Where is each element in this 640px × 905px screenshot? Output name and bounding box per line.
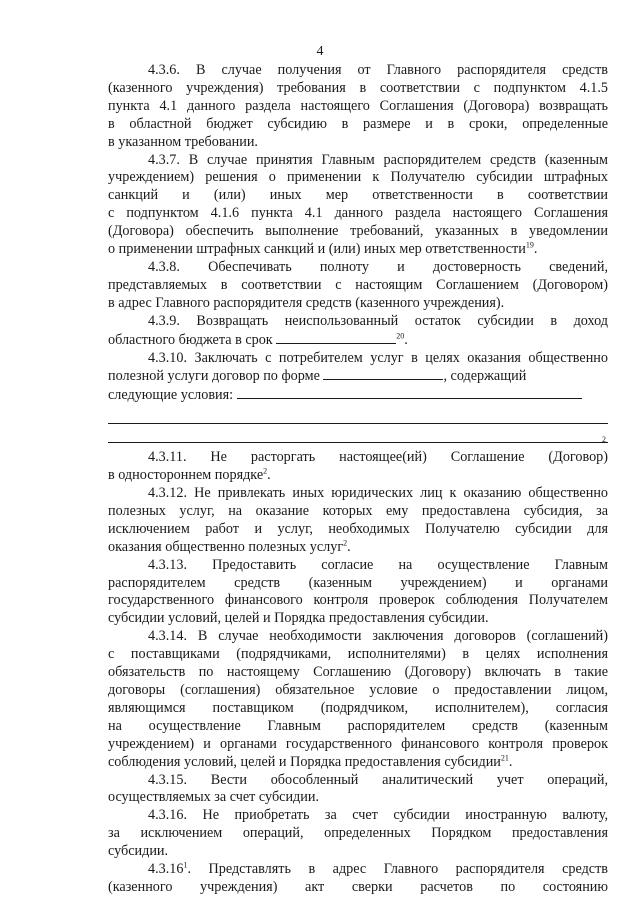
clause-4-3-6: 4.3.6. В случае получения от Главного распорядителя средств (казенного учреждения) требования в соответствии с подпунктом 4.1.5 пункта 4.1 данного раздела настоящего Соглашения (Договора) возвращать в областной бюджет субсидию в размере и в сроки, определенные в указанном требовании. xyxy=(108,62,608,150)
clause-4-3-15: 4.3.15. Вести обособленный аналитический учет операций, осуществляемых за счет субсидии. xyxy=(108,771,608,806)
conditions-blank xyxy=(237,386,582,399)
clause-4-3-7: 4.3.7. В случае принятия Главным распорядителем средств (казенным учреждением) решения о применении к Получателю субсидии штрафных санкций и (или) иных мер ответственности в соответствии с подпунктом 4.1.6 пункта 4.1 данного раздела настоящего Соглашения (Договора) обеспечить выполнение требований, указанных в уведомлении о применении штрафных санкций и (или) иных мер ответственности$^{19}$. xyxy=(108,151,608,258)
clause-4-3-12: 4.3.12. Не привлекать иных юридических лиц к оказанию общественно полезных услуг, на оказание которых ему предоставлена субсидия, за исключением работ и услуг, необходимых Получателю субсидии для оказания общественно полезных услуг$^2$. xyxy=(108,485,608,555)
clause-4-3-9: 4.3.9. Возвращать неиспользованный остаток субсидии в доход областного бюджета в срок $^{20}$. xyxy=(108,312,608,348)
clause-4-3-14: 4.3.14. В случае необходимости заключения договоров (соглашений) с поставщиками (подрядчиками, исполнителями) в целях исполнения обязательств по настоящему Соглашению (Договору) включать в такие договоры (соглашения) обязательное условие о предоставлении лицом, являющимся поставщиком (подрядчиком, исполнителем), согласия на осуществление Главным распорядителем средств (казенным учреждением) и органами государственного финансового контроля проверок соблюдения условий, целей и Порядка предоставления субсидии$^{21}$. xyxy=(108,628,608,770)
clause-4-3-13: 4.3.13. Предоставить согласие на осуществление Главным распорядителем средств (казенным учреждением) и органами государственного финансового контроля проверок соблюдения Получателем субсидии условий, целей и Порядка предоставления субсидии. xyxy=(108,556,608,627)
clause-4-3-16: 4.3.16. Не приобретать за счет субсидии иностранную валюту, за исключением операций, определенных Порядком предоставления субсидии. xyxy=(108,807,608,860)
document-body xyxy=(108,62,608,897)
deadline-blank xyxy=(276,331,396,344)
clause-4-3-16-1: 4.3.16$^1$. Представлять в адрес Главного распорядителя средств (казенного учреждения) акт сверки расчетов по состоянию xyxy=(108,860,608,895)
footnote-ref: 2 xyxy=(263,466,268,476)
contract-form-blank xyxy=(323,367,443,380)
footnote-ref: 19 xyxy=(525,240,534,250)
page-number: 4 xyxy=(316,44,324,59)
footnote-ref: 20 xyxy=(396,330,405,340)
clause-4-3-11: 4.3.11. Не расторгать настоящее(ий) Соглашение (Договор) в одностороннем порядке$^2$. xyxy=(108,449,608,484)
footnote-ref: 21 xyxy=(500,752,509,762)
conditions-blank-line-footnoted: 2 xyxy=(108,428,608,443)
clause-4-3-8: 4.3.8. Обеспечивать полноту и достоверность сведений, представляемых в соответствии с настоящим Соглашением (Договором) в адрес Главного распорядителя средств (казенного учреждения). xyxy=(108,258,608,311)
clause-4-3-10: 4.3.10. Заключать с потребителем услуг в целях оказания общественно полезной услуги договор по форме , содержащий следующие условия: 2 xyxy=(108,349,608,445)
conditions-blank-line xyxy=(108,409,608,424)
footnote-ref: 2 xyxy=(343,538,348,548)
clause-superscript: 1 xyxy=(183,860,188,870)
